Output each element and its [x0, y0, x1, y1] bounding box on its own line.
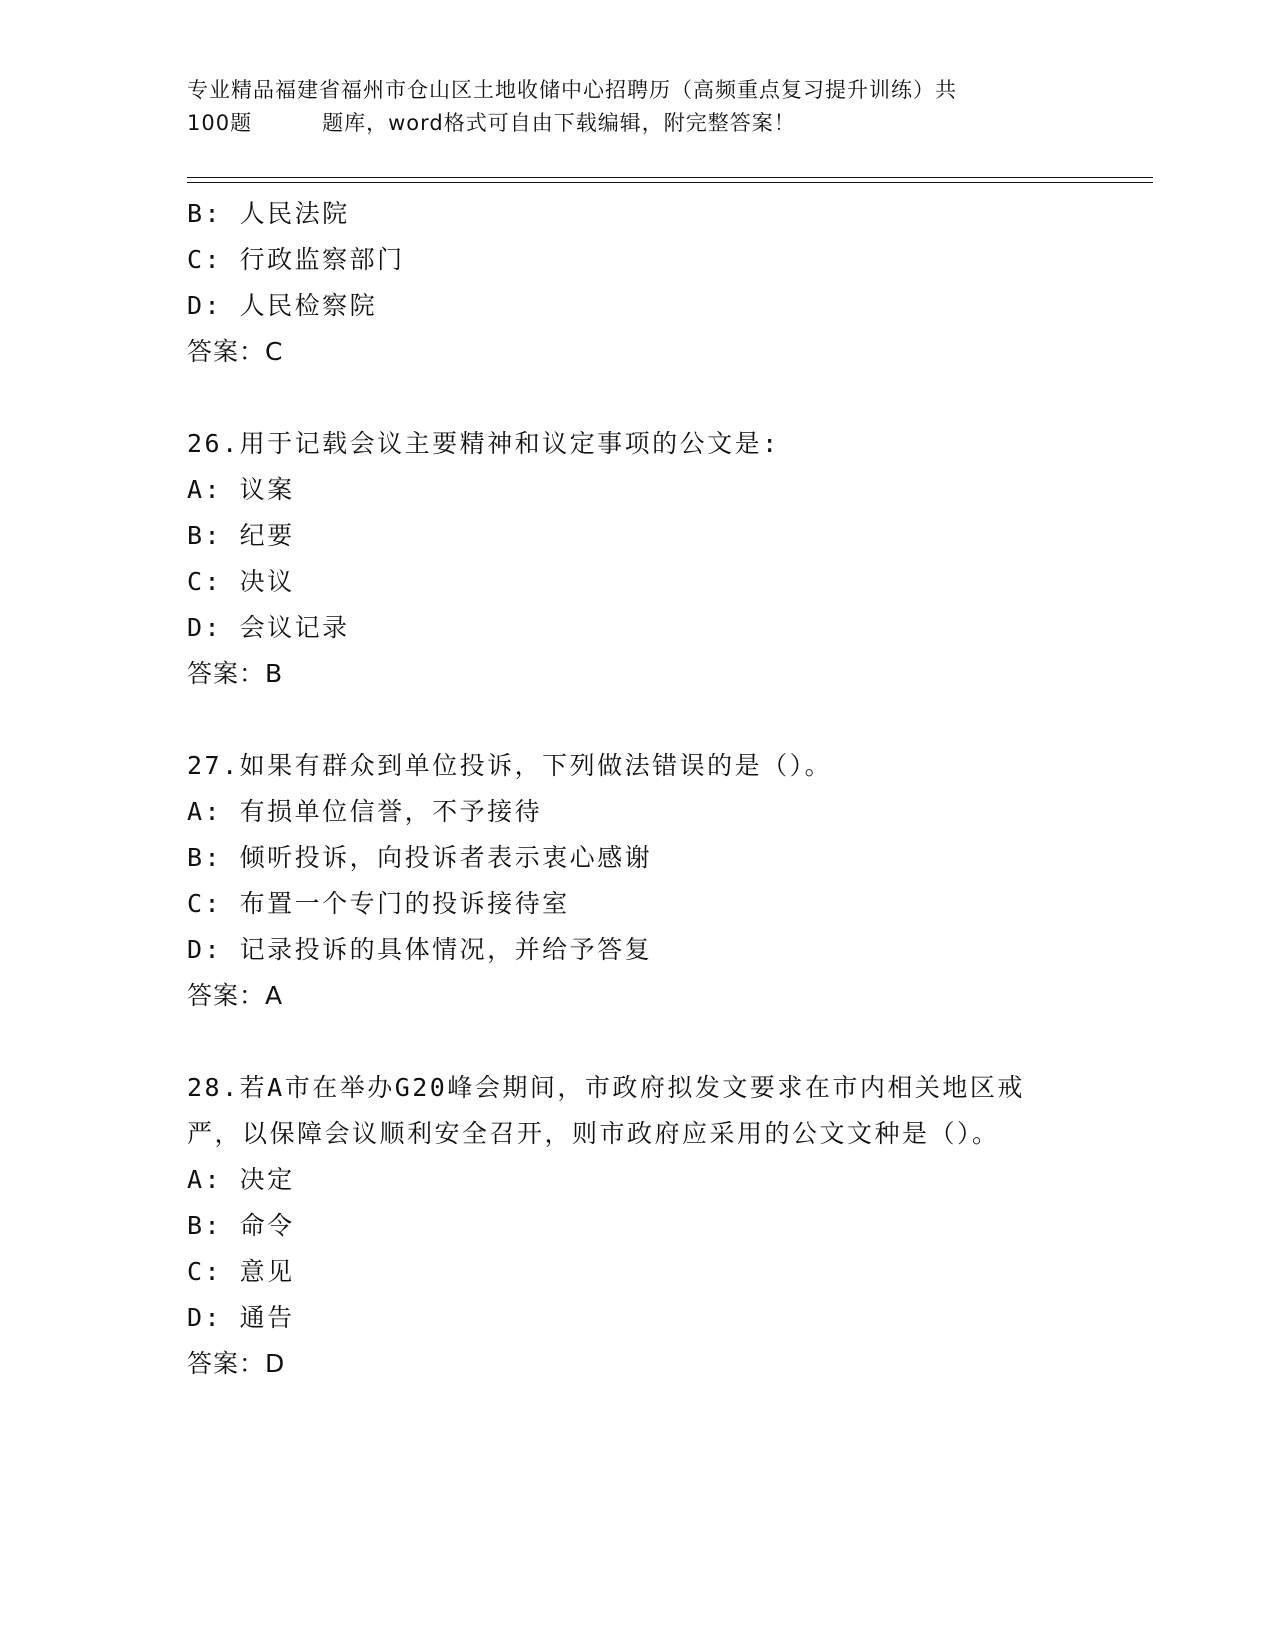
question-text: 26.用于记载会议主要精神和议定事项的公文是:	[187, 429, 780, 458]
header-description: 题库，word格式可自由下载编辑，附完整答案！	[322, 111, 796, 135]
question-text-line-2: 严，以保障会议顺利安全召开，则市政府应采用的公文文种是（）。	[187, 1119, 1000, 1148]
answer-line: 答案：D	[187, 1349, 286, 1378]
option-b: B: 纪要	[187, 521, 295, 550]
answer-line: 答案：B	[187, 659, 284, 688]
question-list	[187, 191, 1117, 1387]
answer-line: 答案：A	[187, 981, 284, 1010]
header-rule-top	[187, 177, 1153, 178]
header-question-count: 100题	[187, 111, 253, 135]
answer-line: 答案：C	[187, 337, 284, 366]
option-c: C: 决议	[187, 567, 295, 596]
question-block-25	[187, 191, 1117, 375]
header-rule-bottom	[187, 182, 1153, 183]
question-block-28	[187, 1065, 1117, 1387]
option-b: B: 倾听投诉，向投诉者表示衷心感谢	[187, 843, 653, 872]
question-block-27	[187, 743, 1117, 1019]
header-title-line-2	[187, 107, 1087, 140]
option-a: A: 决定	[187, 1165, 295, 1194]
question-block-26	[187, 421, 1117, 697]
option-d: D: 通告	[187, 1303, 295, 1332]
option-a: A: 议案	[187, 475, 295, 504]
question-text-line-1: 28.若A市在举办G20峰会期间，市政府拟发文要求在市内相关地区戒	[187, 1073, 1025, 1102]
document-header	[187, 74, 1087, 140]
question-text: 27.如果有群众到单位投诉，下列做法错误的是（）。	[187, 751, 833, 780]
option-c: C: 布置一个专门的投诉接待室	[187, 889, 570, 918]
option-b: B: 命令	[187, 1211, 295, 1240]
header-title-line-1: 专业精品福建省福州市仓山区土地收储中心招聘历（高频重点复习提升训练）共	[187, 78, 957, 102]
option-b: B: 人民法院	[187, 199, 350, 228]
option-d: D: 记录投诉的具体情况，并给予答复	[187, 935, 653, 964]
option-a: A: 有损单位信誉，不予接待	[187, 797, 543, 826]
option-c: C: 行政监察部门	[187, 245, 405, 274]
option-c: C: 意见	[187, 1257, 295, 1286]
option-d: D: 会议记录	[187, 613, 350, 642]
option-d: D: 人民检察院	[187, 291, 378, 320]
